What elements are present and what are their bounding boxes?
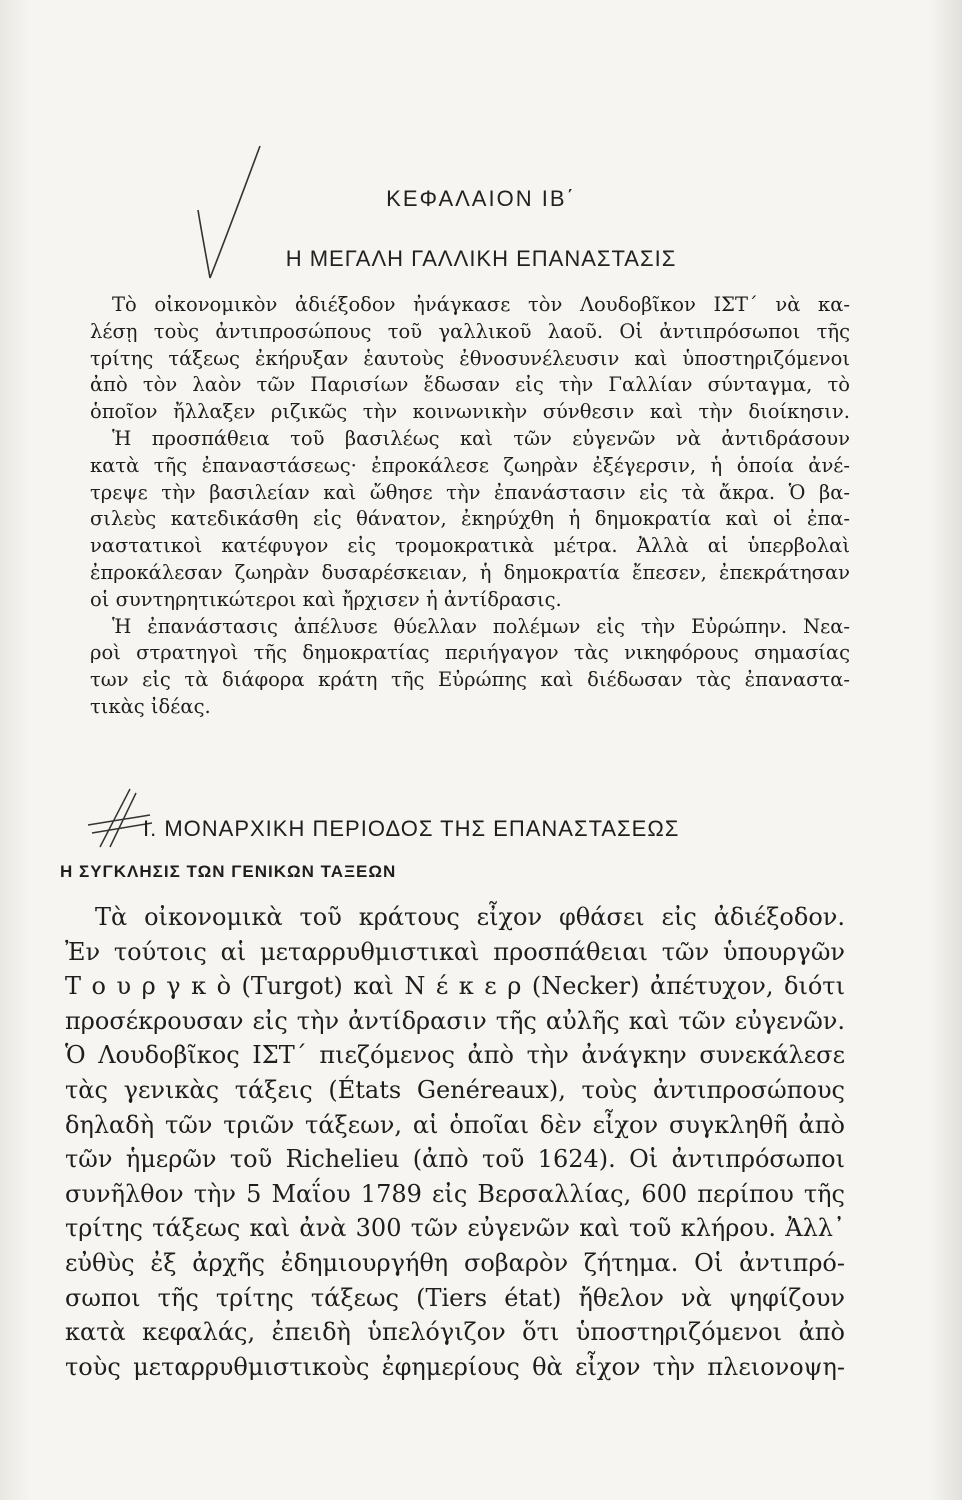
- text-line: τρίτης τάξεως καὶ ἀνὰ 300 τῶν εὐγενῶν καὶ τοῦ κλήρου. Ἀλλ᾽: [65, 1214, 845, 1243]
- text-line: Τὸ οἰκονομικὸν ἀδιέξοδον ἠνάγκασε τὸν Λουδοβῖκον ΙΣΤ΄ νὰ κα-: [112, 293, 850, 316]
- text-line: τὰς γενικὰς τάξεις (États Genéreaux), τοὺς ἀντιπροσώπους: [65, 1075, 845, 1104]
- text-line: λέσῃ τοὺς ἀντιπροσώπους τοῦ γαλλικοῦ λαοῦ. Οἱ ἀντιπρόσωποι τῆς: [90, 319, 850, 343]
- text-line: τοὺς μεταρρυθμιστικοὺς ἐφημερίους θὰ εἶχον τὴν πλειονοψη-: [65, 1352, 845, 1381]
- chapter-heading: ΚΕΦΑΛΑΙΟΝ ΙΒ΄: [386, 186, 576, 211]
- text-line: τρίτης τάξεως ἐκήρυξαν ἑαυτοὺς ἐθνοσυνέλευσιν καὶ ὑποστηριζόμενοι: [90, 346, 850, 370]
- text-line: προσέκρουσαν εἰς τὴν ἀντίδρασιν τῆς αὐλῆς καὶ τῶν εὐγενῶν.: [65, 1006, 845, 1035]
- text-line: Τὰ οἰκονομικὰ τοῦ κράτους εἶχον φθάσει εἰς ἀδιέξοδον.: [95, 903, 845, 931]
- section-body: [55, 900, 845, 1384]
- text-line: τῶν ἡμερῶν τοῦ Richelieu (ἀπὸ τοῦ 1624). Οἱ ἀντιπρόσωποι: [65, 1145, 845, 1174]
- section-subheading: Η ΣΥΓΚΛΗΣΙΣ ΤΩΝ ΓΕΝΙΚΩΝ ΤΑΞΕΩΝ: [60, 862, 397, 881]
- text-line: ἐπροκάλεσαν ζωηρὰν δυσαρέσκειαν, ἡ δημοκρατία ἔπεσεν, ἐπεκράτησαν: [90, 560, 850, 584]
- text-line: ροὶ στρατηγοὶ τῆς δημοκρατίας περιήγαγον τὰς νικηφόρους σημασίας: [90, 641, 850, 665]
- text-line: σιλεὺς κατεδικάσθη εἰς θάνατον, ἐκηρύχθη ἡ δημοκρατία καὶ οἱ ἐπα-: [90, 507, 850, 531]
- text-line: ἀπὸ τὸν λαὸν τῶν Παρισίων ἔδωσαν εἰς τὴν Γαλλίαν σύνταγμα, τὸ: [90, 373, 850, 397]
- text-line: δηλαδὴ τῶν τριῶν τάξεων, αἱ ὁποῖαι δὲν εἶχον συγκληθῆ ἀπὸ: [65, 1110, 845, 1139]
- text-line: κατὰ τῆς ἐπαναστάσεως· ἐπροκάλεσε ζωηρὰν ἐξέγερσιν, ἡ ὁποία ἀνέ-: [90, 453, 850, 477]
- text-line: κατὰ κεφαλάς, ἐπειδὴ ὑπελόγιζον ὅτι ὑποστηριζόμενοι ἀπὸ: [65, 1318, 845, 1347]
- intro-paragraphs: [90, 292, 850, 721]
- text-line: Ἡ ἐπανάστασις ἀπέλυσε θύελλαν πολέμων εἰς τὴν Εὐρώπην. Νεα-: [112, 614, 850, 638]
- section-heading: Ι. ΜΟΝΑΡΧΙΚΗ ΠΕΡΙΟΔΟΣ ΤΗΣ ΕΠΑΝΑΣΤΑΣΕΩΣ: [143, 816, 680, 841]
- text-line: Ἡ προσπάθεια τοῦ βασιλέως καὶ τῶν εὐγενῶν νὰ ἀντιδράσουν: [112, 426, 850, 450]
- text-line: Ὁ Λουδοβῖκος ΙΣΤ΄ πιεζόμενος ἀπὸ τὴν ἀνάγκην συνεκάλεσε: [65, 1041, 845, 1070]
- text-line: ὁποῖον ἤλλαξεν ριζικῶς τὴν κοινωνικὴν σύνθεσιν καὶ τὴν διοίκησιν.: [90, 400, 850, 424]
- text-line: εὐθὺς ἐξ ἀρχῆς ἐδημιουργήθη σοβαρὸν ζήτημα. Οἱ ἀντιπρό-: [65, 1248, 845, 1277]
- text-line: των εἰς τὰ διάφορα κράτη τῆς Εὐρώπης καὶ διέδωσαν τὰς ἐπαναστα-: [90, 668, 850, 692]
- text-line: Τ ο υ ρ γ κ ὸ (Turgot) καὶ Ν έ κ ε ρ (Necker) ἀπέτυχον, διότι: [65, 972, 845, 1001]
- text-line: σωποι τῆς τρίτης τάξεως (Tiers état) ἤθελον νὰ ψηφίζουν: [65, 1283, 845, 1312]
- text-line: Ἐν τούτοις αἱ μεταρρυθμιστικαὶ προσπάθειαι τῶν ὑπουργῶν: [65, 937, 845, 966]
- text-line: τρεψε τὴν βασιλείαν καὶ ὤθησε τὴν ἐπανάστασιν εἰς τὰ ἄκρα. Ὁ βα-: [90, 480, 850, 504]
- chapter-title: Η ΜΕΓΑΛΗ ΓΑΛΛΙΚΗ ΕΠΑΝΑΣΤΑΣΙΣ: [285, 246, 677, 271]
- text-line: ναστατικοὶ κατέφυγον εἰς τρομοκρατικὰ μέτρα. Ἀλλὰ αἱ ὑπερβολαὶ: [90, 534, 850, 558]
- text-line: τικὰς ἰδέας.: [90, 694, 211, 718]
- text-line: συνῆλθον τὴν 5 Μαΐου 1789 εἰς Βερσαλλίας, 600 περίπου τῆς: [65, 1179, 845, 1208]
- text-line: οἱ συντηρητικώτεροι καὶ ἤρχισεν ἡ ἀντίδρασις.: [90, 587, 562, 611]
